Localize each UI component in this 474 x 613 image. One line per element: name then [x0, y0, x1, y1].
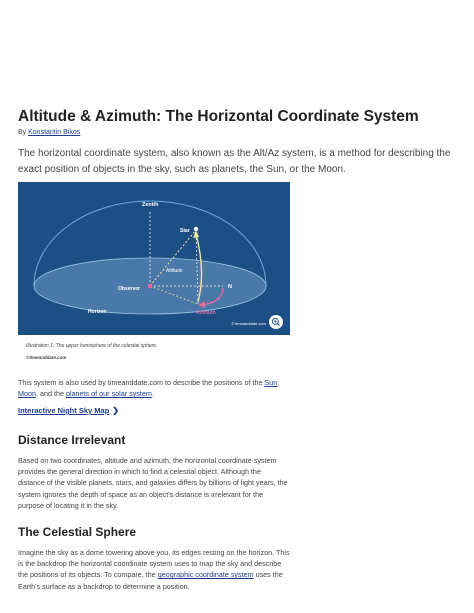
byline [18, 129, 80, 136]
para1-text-a: This system is also used by timeanddate.com to describe the positions of the [18, 378, 263, 387]
label-observer: Observer [118, 286, 140, 292]
para1-text-c: , and the [35, 389, 64, 398]
figure-copyright: ©timeanddate.com [26, 355, 67, 360]
illustration [18, 182, 290, 335]
sun-link[interactable]: Sun [264, 378, 278, 387]
figure-caption: Illustration 1: The upper hemisphere of the celestial sphere. [26, 343, 158, 349]
lead-paragraph: The horizontal coordinate system, also known as the Alt/Az system, is a method for describing the exact position of objects in the sky, such as planets, the Sun, or the Moon. [18, 148, 451, 175]
observer-dot [148, 284, 153, 289]
label-azimuth: Azimuth [196, 310, 216, 316]
page-title: Altitude & Azimuth: The Horizontal Coordinate System [18, 108, 419, 125]
geographic-coordinate-link[interactable]: geographic coordinate system [157, 570, 254, 580]
by-prefix: By [18, 129, 27, 136]
chevron-right-icon: ❯ [112, 406, 119, 415]
body-paragraph-positions [18, 377, 298, 399]
section-body-distance: Based on two coordinates, altitude and azimuth, the horizontal coordinate system provides the general direction in which to find a celestial object. Although the distance of the visible planets, stars, and galaxies differs by billions of light years, the system ignores the depth of space as an object's distance is irrelevant for the purpose of locating it in the sky. [18, 456, 288, 510]
figure-credit: © timeanddate.com [231, 321, 266, 326]
section-body-celestial-sphere [18, 547, 293, 592]
para1-text-d: . [151, 389, 154, 398]
label-zenith: Zenith [142, 202, 159, 208]
magnifier-plus-icon[interactable] [269, 315, 283, 329]
hemisphere-diagram [18, 182, 290, 335]
planets-link[interactable]: planets of our solar system [65, 389, 152, 398]
night-sky-map-link[interactable] [18, 406, 119, 415]
section-heading-celestial-sphere: The Celestial Sphere [18, 525, 137, 539]
celestial-text-b: uses the Earth's surface as a backdrop to determine a position. [18, 570, 283, 591]
night-sky-map-label: Interactive Night Sky Map [18, 406, 110, 415]
star-marker [194, 227, 198, 231]
label-horizon: Horizon [88, 309, 107, 315]
moon-link[interactable]: Moon [18, 389, 36, 398]
celestial-text-a: Imagine the sky as a dome towering above you, its edges resting on the horizon. This is the backdrop the horizontal coordinate system uses to map the sky and describe the positions of its objects. To compare, the [18, 548, 290, 580]
label-north: N [228, 284, 232, 290]
author-link[interactable]: Konstantin Bikos [28, 129, 81, 136]
label-star: Star [180, 228, 190, 234]
label-altitude: Altitude [166, 268, 183, 274]
section-heading-distance: Distance Irrelevant [18, 433, 126, 447]
para1-text-b: , [277, 378, 280, 387]
